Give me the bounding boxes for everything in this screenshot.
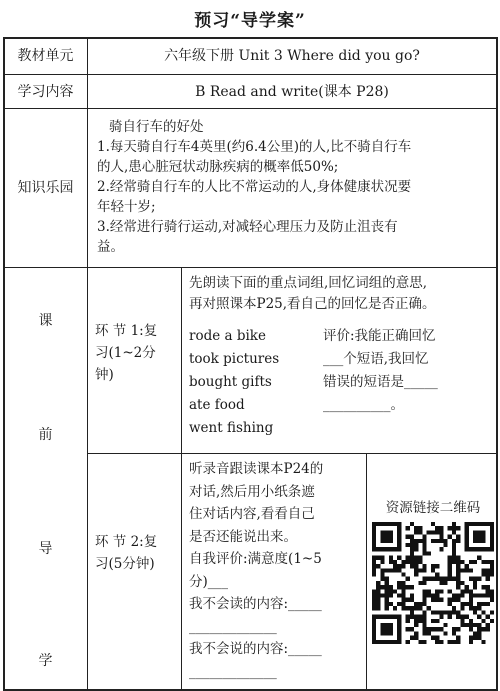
knowledge-line: 1.每天骑自行车4英里(约6.4公里)的人,比不骑自行车	[97, 139, 412, 155]
step2-line: 自我评价:满意度(1~5	[189, 551, 322, 567]
qr-code-label: 资源链接二维码	[385, 500, 481, 516]
step2-line: 分)___	[189, 573, 229, 590]
unit-label: 教材单元	[17, 48, 74, 64]
step2-name-line: 环 节 2:复	[95, 534, 158, 550]
pre-class-guide-label	[4, 268, 87, 689]
phrase-item: took pictures	[189, 351, 280, 367]
step1-name	[95, 320, 179, 386]
step1-evaluation	[323, 325, 495, 417]
page-title: 预习“导学案”	[194, 11, 306, 31]
step1-instruction	[189, 273, 494, 315]
qr-code-image[interactable]	[372, 522, 494, 644]
knowledge-line: 的人,患心脏冠状动脉疾病的概率低50%;	[97, 159, 339, 175]
step1-name-line: 钟)	[95, 367, 114, 383]
step1-name-line: 环 节 1:复	[95, 323, 158, 339]
content-value: B Read and write(课本 P28)	[195, 83, 389, 100]
knowledge-line: 年轻十岁;	[97, 199, 156, 215]
step2-line: 听录音跟读课本P24的	[189, 461, 324, 477]
unit-value: 六年级下册 Unit 3 Where did you go?	[164, 48, 420, 64]
section-char: 学	[38, 653, 53, 669]
phrase-item: bought gifts	[189, 374, 272, 390]
step2-line: _____________	[189, 618, 277, 635]
eval-line: __________。	[323, 397, 404, 413]
step2-line: 是否还能说出来。	[189, 528, 297, 545]
step1-phrase-list	[189, 325, 309, 440]
knowledge-line: 3.经常进行骑行运动,对减轻心理压力及防止沮丧有	[97, 219, 398, 235]
knowledge-line: 2.经常骑自行车的人比不常运动的人,身体健康状况要	[97, 179, 412, 195]
step2-line: 我不会读的内容:_____	[189, 596, 322, 612]
step2-line: 我不会说的内容:_____	[189, 641, 322, 657]
knowledge-line: 骑自行车的好处	[109, 119, 204, 135]
knowledge-text	[97, 117, 492, 257]
step1-name-line: 习(1~2分	[95, 345, 156, 361]
step2-name-line: 习(5分钟)	[95, 556, 155, 572]
section-char: 前	[38, 427, 53, 443]
knowledge-line: 益。	[97, 239, 124, 255]
step1-instruction-line: 先朗读下面的重点词组,回忆词组的意思,	[189, 275, 428, 291]
step2-line: 住对话内容,看看自己	[189, 506, 315, 522]
step1-instruction-line: 再对照课本P25,看自己的回忆是否正确。	[189, 296, 436, 312]
phrase-item: rode a bike	[189, 328, 266, 344]
eval-line: 错误的短语是_____	[323, 374, 438, 390]
step2-name	[95, 531, 179, 575]
knowledge-label: 知识乐园	[17, 180, 74, 196]
phrase-item: went fishing	[189, 420, 274, 436]
phrase-item: ate food	[189, 397, 245, 413]
step2-instruction	[189, 458, 365, 683]
eval-line: ___个短语,我回忆	[323, 351, 429, 367]
content-label: 学习内容	[17, 83, 74, 100]
eval-line: 评价:我能正确回忆	[323, 328, 436, 344]
step2-line: 对话,然后用小纸条遮	[189, 483, 315, 500]
step2-line: _____________	[189, 663, 277, 680]
section-char: 导	[38, 541, 53, 557]
section-char: 课	[38, 313, 53, 329]
